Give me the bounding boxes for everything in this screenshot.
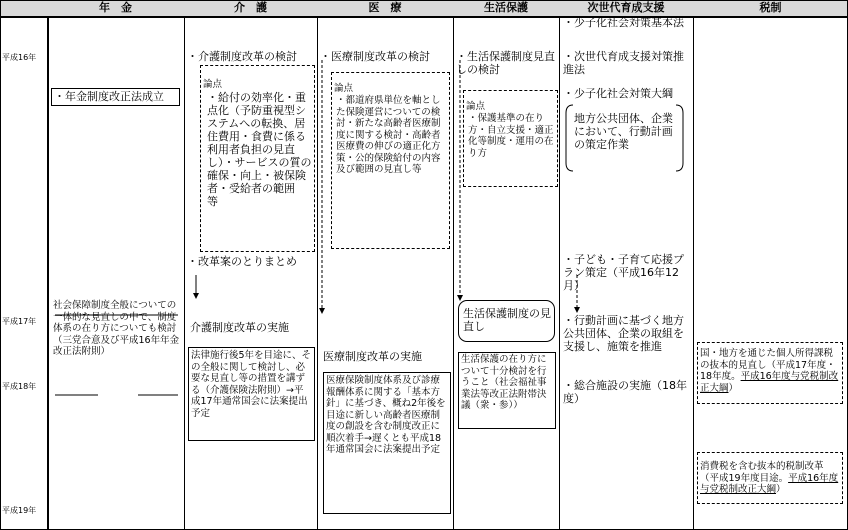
welfare-points-title: 論点: [466, 101, 486, 112]
pension-law-box: [51, 88, 180, 106]
tax-income-text: 国・地方を通じた個人所得課税の抜本的見直し（平成17年度・18年度。平成16年度与党税制改正大綱）: [700, 348, 839, 394]
care-summary: ・改革案のとりまとめ: [187, 255, 297, 268]
medical-info-box: [323, 372, 451, 514]
care-points-title: 論点: [203, 79, 223, 90]
welfare-study: ・生活保護制度見直しの検討: [456, 50, 555, 76]
tax-consumption-text: 消費税を含む抜本的税制改革（平成19年度目途。平成16年度与党税制改正大綱）: [700, 461, 839, 495]
care-points-box: [200, 65, 315, 252]
header-tax: 税制: [693, 0, 848, 18]
next-gen-policy: ・少子化社会対策大綱: [563, 87, 673, 100]
care-info-text: 法律施行後5年を目途に、その全般に関して検討し、必要な見直し等の措置を講ずる（介護保険法附則）→平成17年通常国会に法案提出予定: [191, 350, 312, 419]
header-medical: 医 療: [317, 0, 453, 18]
tax-consumption-box: [697, 452, 843, 504]
pension-review-text: 社会保障制度全般についての一体的な見直しの中で、制度体系の在り方についても検討（三党合意及び平成16年年金改正法附則）: [53, 300, 180, 357]
next-gen-action: ・行動計画に基づく地方公共団体、企業の取組を支援し、施策を推進: [563, 314, 684, 353]
welfare-review-text: 生活保護制度の見直し: [463, 307, 551, 333]
header-pension: 年 金: [47, 0, 184, 18]
welfare-review-box: [458, 300, 555, 342]
medical-points-text: ・都道府県単位を軸とした保険運営についての検討・新たな高齢者医療制度に関する検討・高齢者医療費の伸びの適正化方策・公的保険給付の内容及び範囲の見直し等: [336, 95, 441, 175]
medical-implement: 医療制度改革の実施: [323, 350, 422, 363]
year-label-17: 平成17年: [2, 317, 37, 326]
header-care: 介 護: [184, 0, 317, 18]
tax-outline-ref: 平成16年度与党税制改正大綱: [700, 371, 839, 394]
year-label-16: 平成16年: [2, 53, 37, 62]
care-implement: 介護制度改革の実施: [190, 321, 289, 334]
care-points-text: ・給付の効率化・重点化（予防重視型システムへの転換、居住費用・食費に係る利用者負担の見直し）・サービスの質の確保・向上・被保険者・受給者の範囲 等: [207, 91, 312, 208]
next-gen-grant: ・総合施設の実施（18年度）: [563, 379, 687, 405]
pension-law-text: ・年金制度改正法成立: [54, 90, 164, 103]
year-label-19: 平成19年: [2, 506, 37, 515]
welfare-info-box: [458, 352, 556, 429]
header-welfare: 生活保護: [453, 0, 559, 18]
next-gen-support-law: ・次世代育成支援対策推進法: [563, 50, 684, 76]
next-gen-outline: ・少子化社会対策基本法: [563, 16, 684, 29]
care-study: ・介護制度改革の検討: [187, 50, 297, 63]
medical-study: ・医療制度改革の検討: [320, 50, 430, 63]
tax-income-box: [697, 342, 843, 404]
year-label-18: 平成18年: [2, 382, 37, 391]
welfare-points-text: ・保護基準の在り方・自立支援・適正化等制度・運用の在り方: [468, 113, 554, 159]
next-gen-plan: ・子ども・子育て応援プラン策定（平成16年12月）: [563, 253, 684, 292]
medical-points-box: [331, 72, 450, 249]
medical-info-text: 医療保険制度体系及び診療報酬体系に関する「基本方針」に基づき、概ね2年後を目途に新しい高齢者医療制度の創設を含む制度改正に順次着手→遅くとも平成18年通常国会に法案提出予定: [326, 375, 446, 455]
header-next-gen: 次世代育成支援: [559, 0, 693, 18]
welfare-info-text: 生活保護の在り方について十分検討を行うこと（社会福祉事業法等改正法附帯決議（衆・参））: [461, 354, 547, 411]
medical-points-title: 論点: [334, 83, 354, 94]
tax-outline-ref: 平成16年度与党税制改正大綱: [700, 472, 839, 495]
welfare-points-box: [463, 90, 558, 187]
next-gen-local: 地方公共団体、企業において、行動計画の策定作業: [574, 112, 673, 151]
care-info-box: [188, 347, 315, 441]
